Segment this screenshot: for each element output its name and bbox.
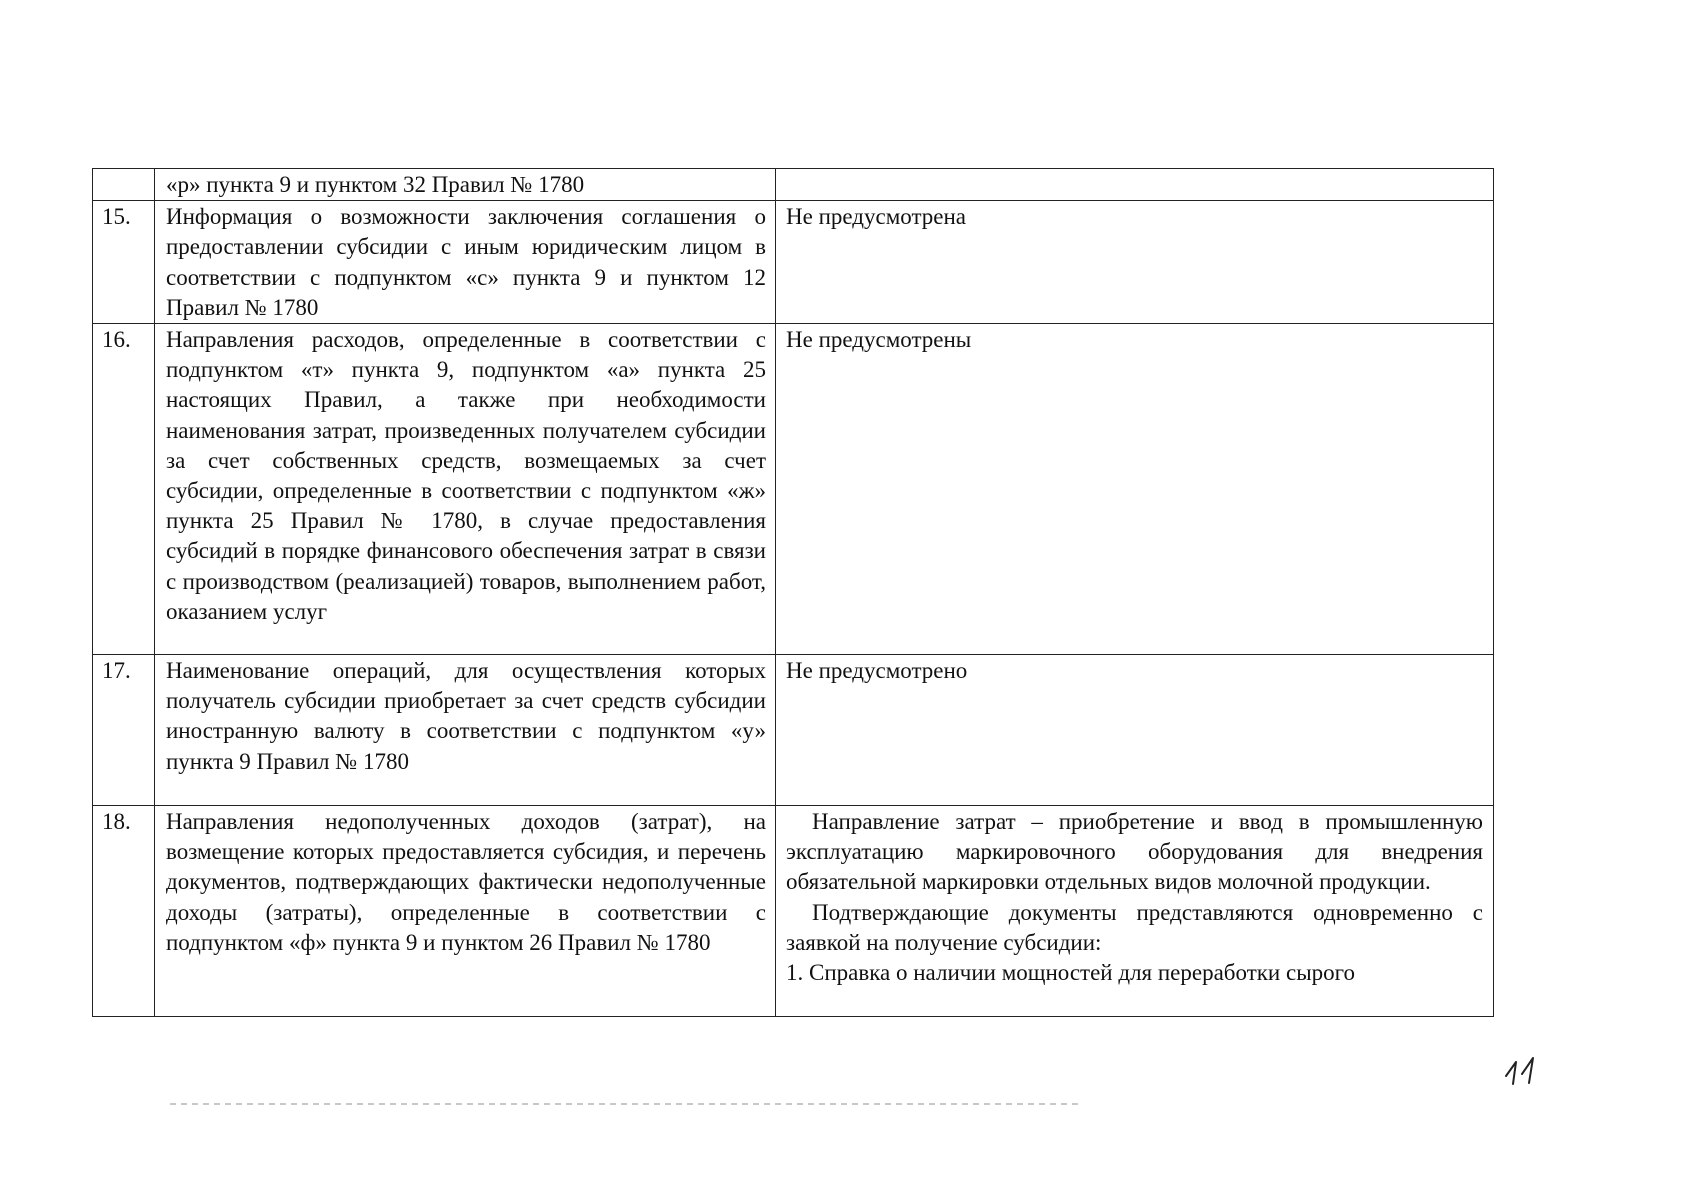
value-cell: [776, 201, 1494, 324]
value-cell: [776, 806, 1494, 1017]
row-number: 17.: [102, 658, 131, 684]
value-cell: [776, 655, 1494, 806]
handwritten-page-number: [1500, 1050, 1550, 1090]
row-number-cell: [93, 655, 155, 806]
table-row: [93, 655, 1494, 806]
row-description: Наименование операций, для осуществления которых получатель субсидии приобретает за счет средств субсидии иностранную валюту в соответствии с подпунктом «у» пункта 9 Правил № 1780: [166, 658, 766, 774]
row-description: Направления расходов, определенные в соответствии с подпунктом «т» пункта 9, подпунктом «а» пункта 25 настоящих Правил, а также при необходимости наименования затрат, произведенных получателем субсидии за счет собственных средств, возмещаемых за счет субсидии, определенные в соответствии с подпунктом «ж» пункта 25 Правил № 1780, в случае предоставления субсидий в порядке финансового обеспечения затрат в связи с производством (реализацией) товаров, выполнением работ, оказанием услуг: [166, 327, 766, 624]
row-number: 18.: [102, 809, 131, 835]
row-value-empty: [776, 169, 1493, 170]
row-number-cell: [93, 806, 155, 1017]
value-paragraph: 1. Справка о наличии мощностей для переработки сырого: [786, 960, 1356, 986]
row-value: [776, 806, 1493, 988]
regulation-table: [92, 168, 1494, 1017]
row-description: «р» пункта 9 и пунктом 32 Правил № 1780: [166, 172, 585, 197]
table-row: [93, 169, 1494, 201]
row-number-cell: [93, 201, 155, 324]
value-paragraph: Подтверждающие документы представляются одновременно с заявкой на получение субсидии:: [786, 899, 1483, 955]
row-value: Не предусмотрена: [786, 204, 967, 230]
value-cell: [776, 324, 1494, 655]
table-row: [93, 201, 1494, 324]
description-cell: [155, 201, 776, 324]
row-description: Информация о возможности заключения соглашения о предоставлении субсидии с иным юридическим лицом в соответствии с подпунктом «с» пункта 9 и пунктом 12 Правил № 1780: [166, 204, 766, 320]
row-number: 16.: [102, 327, 131, 353]
row-number: 15.: [102, 204, 131, 230]
description-cell: [155, 806, 776, 1017]
table-row: [93, 806, 1494, 1017]
row-number-cell: [93, 324, 155, 655]
description-cell: [155, 169, 776, 201]
footer-scan-line: [170, 1103, 1080, 1105]
row-number: [101, 169, 154, 170]
table-row: [93, 324, 1494, 655]
row-value: Не предусмотрены: [786, 327, 972, 353]
value-paragraph: Направление затрат – приобретение и ввод в промышленную эксплуатацию маркировочного оборудования для внедрения обязательной маркировки отдельных видов молочной продукции.: [786, 809, 1483, 895]
row-number-cell: [93, 169, 155, 201]
value-cell: [776, 169, 1494, 201]
row-value: Не предусмотрено: [786, 658, 968, 684]
description-cell: [155, 655, 776, 806]
description-cell: [155, 324, 776, 655]
row-description: Направления недополученных доходов (затрат), на возмещение которых предоставляется субсидия, и перечень документов, подтверждающих фактически недополученные доходы (затраты), определенные в соответствии с подпунктом «ф» пункта 9 и пунктом 26 Правил № 1780: [166, 809, 766, 955]
